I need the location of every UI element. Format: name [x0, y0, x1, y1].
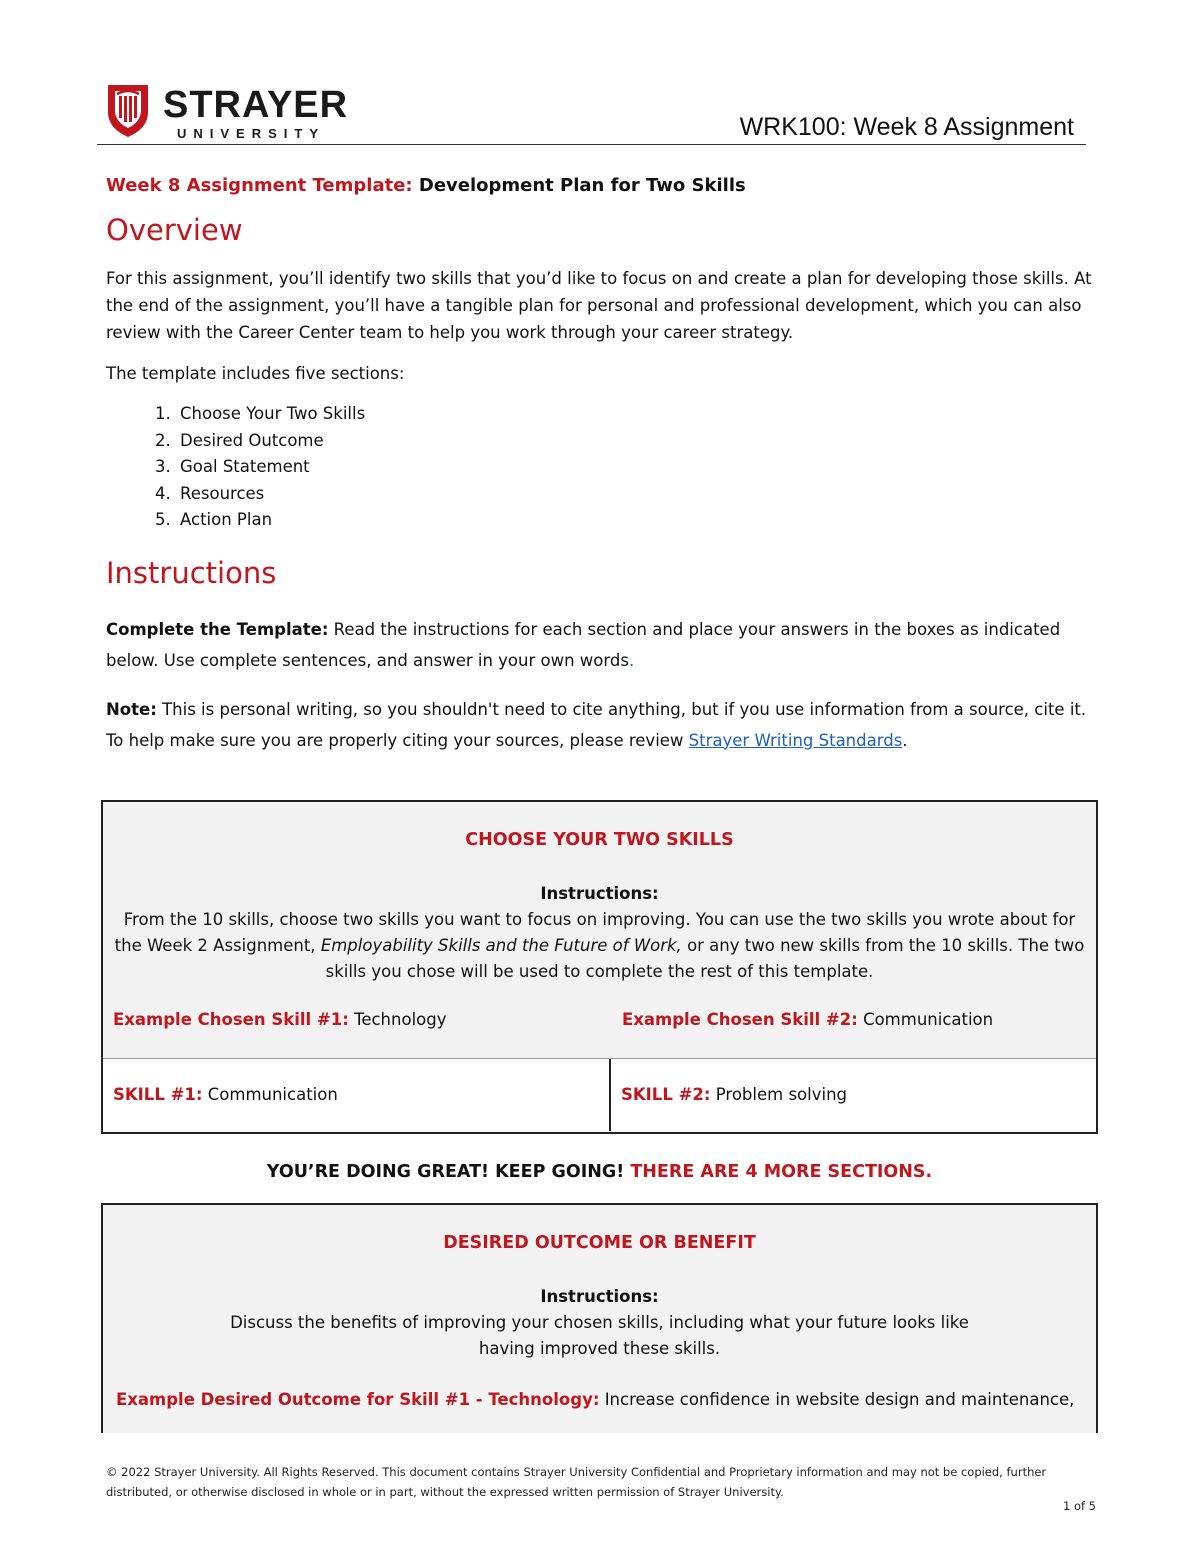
example-skill-2-value: Communication	[863, 1010, 994, 1029]
list-item: 4. Resources	[176, 481, 1094, 508]
overview-paragraph: For this assignment, you’ll identify two skills that you’d like to focus on and create a plan for developing those skills. At the end of the assignment, you’ll have a tangible plan for personal and professional development, which you can also review with the Career Center team to help you work through your career strategy.	[106, 269, 1092, 342]
example-skill-1-label: Example Chosen Skill #1:	[113, 1010, 349, 1029]
writing-standards-link[interactable]: Strayer Writing Standards	[688, 730, 903, 750]
sections-list	[106, 401, 1094, 534]
sections-intro: The template includes five sections:	[106, 364, 405, 383]
note-end: .	[902, 730, 908, 750]
desired-outcome-heading: DESIRED OUTCOME OR BENEFIT	[443, 1233, 756, 1253]
example-skill-1-value: Technology	[354, 1010, 447, 1029]
complete-template-paragraph	[106, 614, 1094, 676]
note-text: This is personal writing, so you shouldn't need to cite anything, but if you use information from a source, cite it. To help make sure you are properly citing your sources, please review	[106, 699, 1087, 750]
document-body	[106, 172, 1094, 774]
example-outcome	[103, 1390, 1096, 1409]
skills-answer-row	[103, 1059, 1096, 1131]
template-label: Week 8 Assignment Template:	[106, 175, 413, 196]
instructions-heading: Instructions	[106, 555, 277, 590]
logo-wordmark: STRAYER	[163, 84, 349, 126]
template-title	[106, 172, 1094, 199]
note-paragraph	[106, 694, 1094, 756]
list-item: 5. Action Plan	[176, 507, 1094, 534]
strayer-logo	[105, 80, 365, 140]
complete-dot: .	[628, 650, 635, 670]
page-header	[97, 74, 1086, 145]
copyright-footer: © 2022 Strayer University. All Rights Reserved. This document contains Strayer University Confidential and Proprietary information and may not be copied, further distributed, or otherwise disclosed in whole or in part, without the expressed written permission of Strayer University.	[106, 1465, 1047, 1499]
instructions-text: Discuss the benefits of improving your chosen skills, including what your future looks like having improved these skills.	[230, 1313, 969, 1358]
skill-1-cell[interactable]	[103, 1059, 611, 1131]
skill-1-label: SKILL #1:	[113, 1085, 203, 1104]
instructions-text	[103, 907, 1096, 985]
choose-skills-instructions	[103, 802, 1096, 1059]
skill-1-value: Communication	[207, 1085, 338, 1104]
complete-label: Complete the Template:	[106, 619, 329, 639]
instructions-label: Instructions:	[540, 1287, 659, 1306]
assignment-title: Employability Skills and the Future of Work,	[320, 936, 682, 955]
encouragement-text: YOU’RE DOING GREAT! KEEP GOING!	[266, 1162, 625, 1182]
skill-2-cell[interactable]	[611, 1059, 1095, 1131]
list-item: 1. Choose Your Two Skills	[176, 401, 1094, 428]
example-outcome-label: Example Desired Outcome for Skill #1 - Technology:	[116, 1390, 600, 1409]
list-item: 3. Goal Statement	[176, 454, 1094, 481]
sections-remaining: THERE ARE 4 MORE SECTIONS.	[630, 1162, 933, 1182]
instructions-label: Instructions:	[540, 884, 659, 903]
template-name: Development Plan for Two Skills	[418, 175, 746, 196]
instructions-part1: From the 10 skills, choose two skills you want to focus on improving. You can use the two skills you wrote about for the Week 2 Assignment,	[114, 910, 1076, 955]
example-outcome-text: Increase confidence in website design and maintenance,	[604, 1390, 1075, 1409]
desired-outcome-instructions	[103, 1205, 1096, 1409]
skill-2-value: Problem solving	[715, 1085, 848, 1104]
page-number: 1 of 5	[1062, 1499, 1096, 1513]
instructions-part2: or any two new skills from the 10 skills. The two skills you chose will be used to complete the rest of this template.	[325, 936, 1085, 981]
note-label: Note:	[106, 699, 157, 719]
choose-skills-heading: CHOOSE YOUR TWO SKILLS	[465, 830, 734, 850]
skill-2-label: SKILL #2:	[621, 1085, 711, 1104]
course-title: WRK100: Week 8 Assignment	[739, 113, 1074, 141]
choose-skills-box	[101, 800, 1098, 1134]
encouragement-banner	[101, 1162, 1098, 1182]
desired-outcome-box	[101, 1203, 1098, 1433]
list-item: 2. Desired Outcome	[176, 428, 1094, 455]
logo-subtitle: UNIVERSITY	[177, 126, 326, 141]
shield-icon	[105, 82, 151, 138]
example-skill-2	[622, 1010, 993, 1029]
overview-heading: Overview	[106, 213, 243, 247]
example-skill-2-label: Example Chosen Skill #2:	[622, 1010, 858, 1029]
example-skill-1	[113, 1010, 447, 1029]
complete-text: Read the instructions for each section and place your answers in the boxes as indicated below. Use complete sentences, and answer in your own words	[106, 619, 1061, 670]
